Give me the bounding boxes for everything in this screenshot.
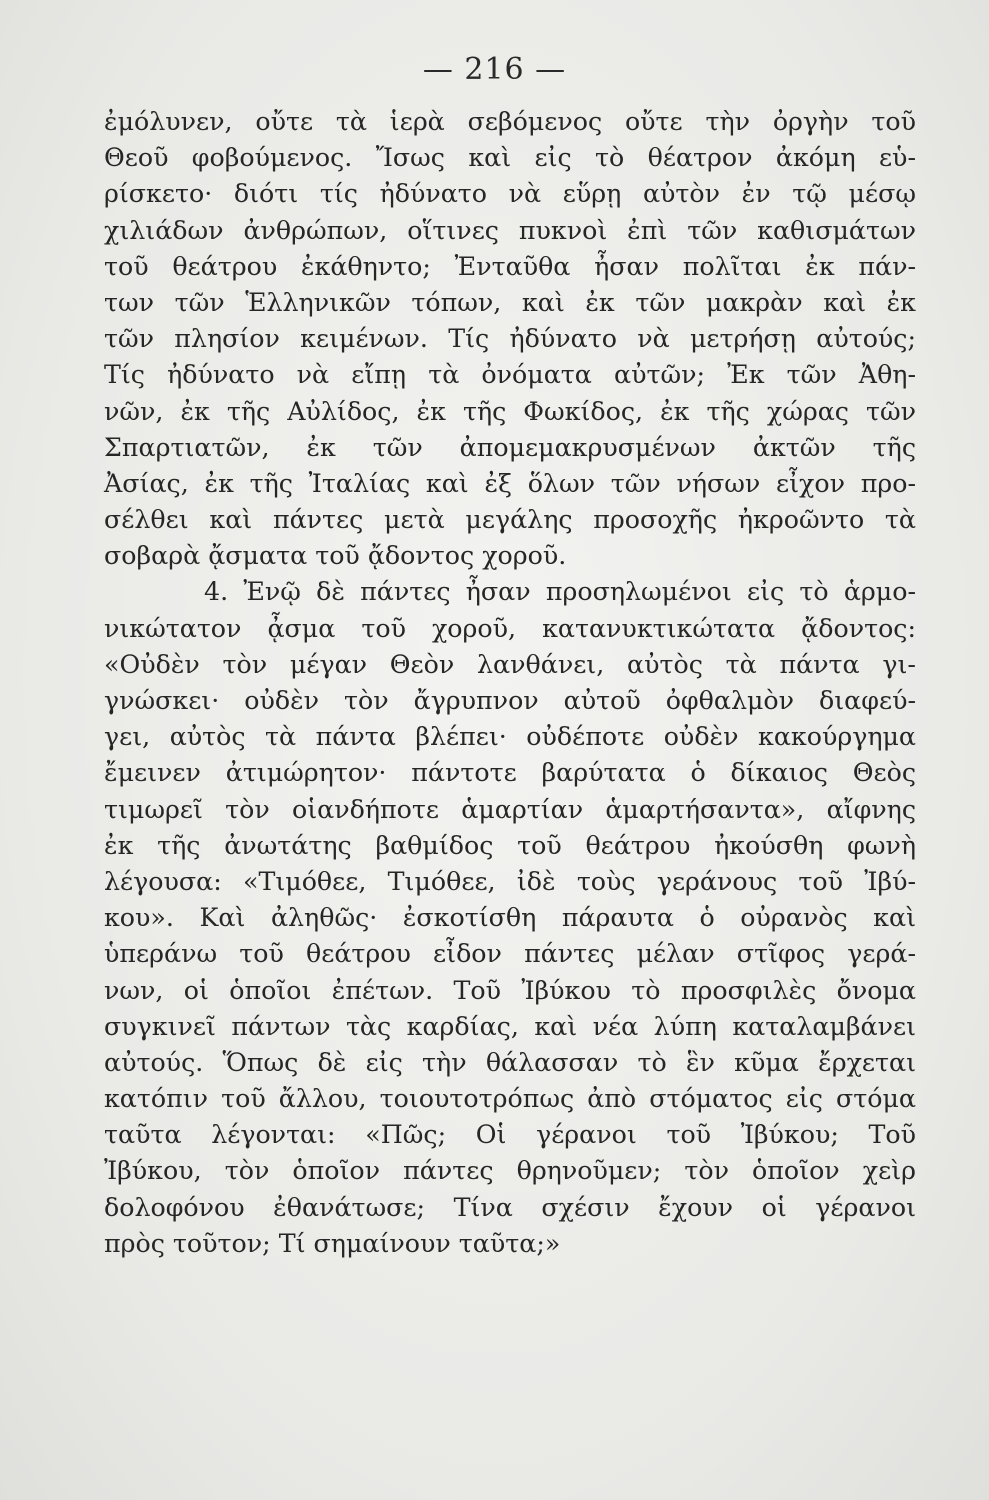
page-number: — 216 — [422, 52, 567, 87]
text-line: συγκινεῖ πάντων τὰς καρδίας, καὶ νέα λύπη καταλαμβάνει [104, 1011, 916, 1041]
text-line: ταῦτα λέγονται: «Πῶς; Οἱ γέρανοι τοῦ Ἰβύκου; Τοῦ [104, 1120, 916, 1150]
text-line: αὐτούς. Ὅπως δὲ εἰς τὴν θάλασσαν τὸ ἓν κῦμα ἔρχεται [104, 1047, 916, 1077]
text-line: νων, οἱ ὁποῖοι ἐπέτων. Τοῦ Ἰβύκου τὸ προσφιλὲς ὄνομα [104, 975, 916, 1005]
text-line: κατόπιν τοῦ ἄλλου, τοιουτοτρόπως ἀπὸ στόματος εἰς στόμα [104, 1084, 916, 1114]
text-line: τῶν πλησίον κειμένων. Τίς ἠδύνατο νὰ μετρήσῃ αὐτούς; [104, 324, 916, 354]
text-line: λέγουσα: «Τιμόθεε, Τιμόθεε, ἰδὲ τοὺς γεράνους τοῦ Ἰβύ- [104, 866, 916, 896]
text-line: χιλιάδων ἀνθρώπων, οἵτινες πυκνοὶ ἐπὶ τῶν καθισμάτων [104, 215, 916, 245]
text-line: Τίς ἠδύνατο νὰ εἴπῃ τὰ ὀνόματα αὐτῶν; Ἐκ τῶν Ἀθη- [104, 360, 916, 390]
text-line: νῶν, ἐκ τῆς Αὐλίδος, ἐκ τῆς Φωκίδος, ἐκ τῆς χώρας τῶν [104, 396, 916, 426]
text-line: των τῶν Ἑλληνικῶν τόπων, καὶ ἐκ τῶν μακρὰν καὶ ἐκ [104, 287, 916, 317]
text-line: ἐμόλυνεν, οὔτε τὰ ἱερὰ σεβόμενος οὔτε τὴν ὀργὴν τοῦ [104, 107, 916, 136]
text-line: «Οὐδὲν τὸν μέγαν Θεὸν λανθάνει, αὐτὸς τὰ πάντα γι- [104, 649, 916, 679]
text-line: ὑπεράνω τοῦ θεάτρου εἶδον πάντες μέλαν στῖφος γερά- [104, 939, 916, 969]
text-line: σοβαρὰ ᾄσματα τοῦ ᾄδοντος χοροῦ. [104, 541, 567, 571]
text-line: τοῦ θεάτρου ἐκάθηντο; Ἐνταῦθα ἦσαν πολῖται ἐκ πάν- [104, 251, 916, 281]
text-line: ρίσκετο· διότι τίς ἠδύνατο νὰ εὕρῃ αὐτὸν ἐν τῷ μέσῳ [104, 179, 916, 209]
text-line: νικώτατον ᾆσμα τοῦ χοροῦ, κατανυκτικώτατα ᾄδοντος: [104, 613, 916, 643]
text-line: Ἰβύκου, τὸν ὁποῖον πάντες θρηνοῦμεν; τὸν ὁποῖον χεὶρ [104, 1156, 916, 1186]
text-line: Σπαρτιατῶν, ἐκ τῶν ἀπομεμακρυσμένων ἀκτῶν τῆς [104, 432, 916, 462]
body-text [104, 104, 916, 1262]
text-line: γνώσκει· οὐδὲν τὸν ἄγρυπνον αὐτοῦ ὀφθαλμὸν διαφεύ- [104, 686, 916, 715]
text-line: δολοφόνου ἐθανάτωσε; Τίνα σχέσιν ἔχουν οἱ γέρανοι [104, 1192, 916, 1222]
text-line: πρὸς τοῦτον; Τί σημαίνουν ταῦτα;» [104, 1228, 561, 1258]
text-line: ἔμεινεν ἀτιμώρητον· πάντοτε βαρύτατα ὁ δίκαιος Θεὸς [104, 758, 916, 788]
text-line: σέλθει καὶ πάντες μετὰ μεγάλης προσοχῆς ἠκροῶντο τὰ [104, 505, 916, 535]
text-line: κου». Καὶ ἀληθῶς· ἐσκοτίσθη πάραυτα ὁ οὐρανὸς καὶ [104, 903, 916, 933]
text-line: Θεοῦ φοβούμενος. Ἴσως καὶ εἰς τὸ θέατρον ἀκόμη εὑ- [104, 143, 916, 173]
text-line: ἐκ τῆς ἀνωτάτης βαθμίδος τοῦ θεάτρου ἠκούσθη φωνὴ [104, 830, 916, 860]
text-line: γει, αὐτὸς τὰ πάντα βλέπει· οὐδέποτε οὐδὲν κακούργημα [104, 722, 916, 752]
paragraph-start-line: 4. Ἐνῷ δὲ πάντες ἦσαν προσηλωμένοι εἰς τὸ ἁρμο- [204, 577, 916, 607]
text-line: τιμωρεῖ τὸν οἱανδήποτε ἁμαρτίαν ἁμαρτήσαντα», αἴφνης [104, 794, 916, 824]
text-line: Ἀσίας, ἐκ τῆς Ἰταλίας καὶ ἐξ ὅλων τῶν νήσων εἶχον προ- [104, 468, 916, 498]
